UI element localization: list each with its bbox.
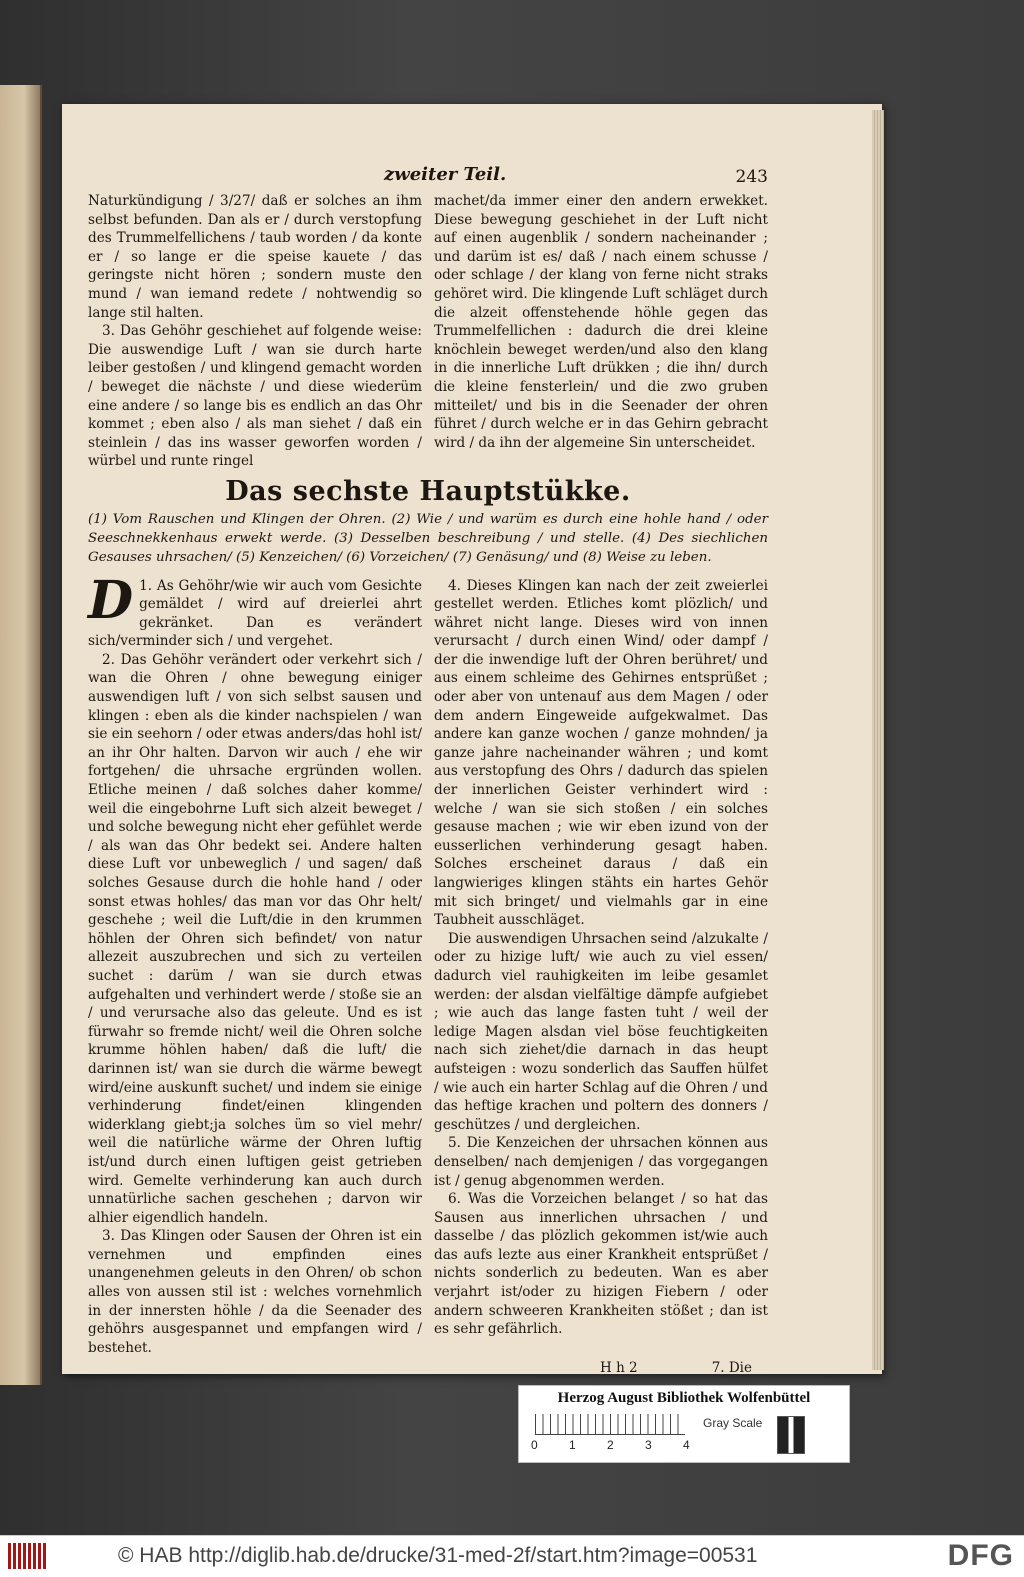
top-columns xyxy=(88,192,768,471)
hab-logo-icon xyxy=(8,1543,48,1569)
gray-scale-card xyxy=(518,1385,850,1463)
ruler-number: 4 xyxy=(683,1438,690,1452)
left-page-edge xyxy=(0,85,42,1385)
paragraph: 2. Das Gehöhr verändert oder verkehrt sich / wan die Ohren / ohne bewegung einiger auswendigen luft / von sich selbst sausen und klingen : eben als die kinder nachspielen / wan sie ein seehorn / oder etwas anders/das hohl ist/ an ihr Ohr halten. Darvon wir auch / ehe wir fortgehen/ die uhrsache ergründen wollen. Etliche meinen / daß solches daher komme/ weil die eingebohrne Luft sich alzeit beweget / und solche bewegung nicht eher gefühlet werde / als wan das Ohr bedekt sei. Andere halten diese Luft vor unbeweglich / und sagen/ daß solches Gesause durch die hohle hand / oder sonst etwas hohles/ das man vor das Ohr helt/ geschehe ; weil die Luft/die in den krummen höhlen der Ohren sich befindet/ von natur allezeit auszubrechen und sich zu verteilen suchet : darüm / wan sie durch etwas aufgehalten und verhindert werde / stoße sie an / und verursache also das geleute. Und es ist fürwahr so fremde nicht/ weil die Ohren solche krumme höhlen haben/ daß die luft/ die darinnen ist/ wan sie durch die wärme bewegt wird/eine auskunft suchet/ und indem sie einige verhinderung findet/einen klingenden widerklang giebt;ja solches üm so viel mehr/ weil die natürliche wärme der Ohren luftig ist/und durch einen luftigen geist getrieben wird. Gemelte verhinderung kan auch durch unnatürliche sachen geschehen ; darvon wir alhier eigendlich handeln. xyxy=(88,651,422,1226)
copyright-url[interactable]: © HAB http://diglib.hab.de/drucke/31-med-2f/start.htm?image=00531 xyxy=(118,1544,758,1567)
ruler-number: 3 xyxy=(645,1438,652,1452)
page-stack-edge xyxy=(872,110,884,1370)
paragraph: 4. Dieses Klingen kan nach der zeit zweierlei gestellet werden. Etliches komt plözlich/ und währet nicht lange. Dieses wird von innen verursacht / durch einen Wind/ oder dampf / der die inwendige luft der Ohren berühret/ und aus einem schleime des Gehirnes entsprüßet ; oder aber von untenauf aus dem Magen / oder dem andern Eingeweide aufgekwalmet. Das andere kan ganze wochen / ganze mohnden/ ja ganze jahre nacheinander währen ; und komt aus verstopfung des Ohrs / dadurch das spielen der innerlichen Geister verhindert wird : welche / wan sie sich stoßen / ein solches gesause machen ; wie wir eben izund von der eusserlichen verhinderung gesagt haben. Solches erscheinet daraus / daß ein langwieriges klingen stähts ein hartes Gehör mit sich bringet/ und vielmahls gar in eine Taubheit ausschläget. xyxy=(434,577,768,929)
gray-patch-icon xyxy=(777,1416,805,1454)
paragraph: machet/da immer einer den andern erwekket. Diese bewegung geschiehet in der Luft nicht auf einen augenblik / sondern nacheinander ; und darüm ist es/ daß / nach einem schusse / oder schlage / der klang von ferne nicht straks gehöret wird. Die klingende Luft schläget durch die alzeit offenstehende höhle gegen das Trummelfellichen : dadurch die drei kleine knöchlein beweget werden/und also den klang in die innerliche Luft drükken ; die ihn/ durch die kleine fensterlein/ und die zwo gruben mitteilet/ und bis in die Seenader der ohren führet / durch welche er in das Gehirn gebracht wird / da ihn der algemeine Sin unterscheidet. xyxy=(434,193,768,451)
top-left-column xyxy=(88,192,422,471)
footer-bar xyxy=(0,1535,1024,1577)
catchword: 7. Die xyxy=(711,1360,752,1377)
first-paragraph xyxy=(88,569,422,651)
page-number: 243 xyxy=(735,167,768,187)
signature-mark: H h 2 xyxy=(600,1360,638,1377)
page-text xyxy=(88,164,768,1377)
ruler-number: 2 xyxy=(607,1438,614,1452)
running-head xyxy=(88,166,768,192)
drop-cap: D xyxy=(88,569,134,631)
library-name: Herzog August Bibliothek Wolfenbüttel xyxy=(557,1390,811,1406)
body-right-column xyxy=(434,577,768,1358)
body-columns xyxy=(88,569,768,1358)
running-title: zweiter Teil. xyxy=(384,164,507,185)
lead-number: 1. xyxy=(139,577,153,594)
paragraph: 6. Was die Vorzeichen belanget / so hat das Sausen aus innerlichen uhrsachen / und dasselbe / das plözlich gekommen ist/wie auch das aufs lezte aus einer Krankheit entsprüßet / nichts sonderlich zu bedeuten. Wan es aber verjahrt ist/oder zu hizigen Fiebern / oder andern schweeren Krankheiten stößet ; dan ist es sehr gefährlich. xyxy=(434,1191,768,1338)
gray-scale-label: Gray Scale xyxy=(703,1416,763,1430)
chapter-summary: (1) Vom Rauschen und Klingen der Ohren. (2) Wie / und warüm es durch eine hohle hand / oder Seeschnekkenhaus erwekt werde. (3) Desselben beschreibung / und stelle. (4) Des siechlichen Gesauses uhrsachen/ (5) Kenzeichen/ (6) Vorzeichen/ (7) Genäsung/ und (8) Weise zu leben. xyxy=(88,511,768,565)
ruler-numbers xyxy=(531,1438,701,1454)
paragraph: 3. Das Klingen oder Sausen der Ohren ist ein vernehmen und empfinden eines unangenehmen geleuts in den Ohren/ ob schon alles von aussen stil ist : welches vornehmlich in der innersten höhle / da die Seenader des gehöhrs ausgespannet und empfangen wird / bestehet. xyxy=(88,1228,422,1356)
page-foot xyxy=(88,1359,768,1381)
paragraph: 5. Die Kenzeichen der uhrsachen können aus denselben/ nach demjenigen / das vorgegangen ist / genug abgenommen werden. xyxy=(434,1135,768,1189)
paragraph: 3. Das Gehöhr geschiehet auf folgende weise: Die auswendige Luft / wan sie durch harte leiber gestoßen / und klingend gemacht worden / beweget die nächste / und diese wiederüm eine andere / so lange bis es endlich an das Ohr kommet ; eben also / als man siehet / daß ein steinlein / das ins wasser geworfen worden / würbel und runte ringel xyxy=(88,323,422,470)
ruler-number: 0 xyxy=(531,1438,538,1452)
chapter-title: Das sechste Hauptstükke. xyxy=(225,475,631,507)
paragraph: Die auswendigen Uhrsachen seind /alzukalte / oder zu hizige luft/ wie auch zu viel essen/ dadurch viel rauhigkeiten im leibe gesamlet werden: der alsdan vielfältige dämpfe aufgiebet ; wie auch das lange fasten tuht / weil der ledige Magen alsdan viel böse feuchtigkeiten nach sich ziehet/die darnach in das heupt aufsteigen : wozu sonderlich das Sauffen hülfet / wie auch ein harter Schlag auf die Ohren / und das heftige krachen und poltern des donners / geschützes / und dergleichen. xyxy=(434,930,768,1133)
dfg-logo: DFG xyxy=(947,1539,1014,1572)
top-right-column xyxy=(434,192,768,471)
first-paragraph-text: As Gehöhr/wie wir auch vom Gesichte gemäldet / wird auf dreierlei ahrt gekränket. Dan es verändert sich/verminder sich / und vergehet. xyxy=(88,577,422,650)
ruler-icon xyxy=(535,1414,685,1435)
ruler-number: 1 xyxy=(569,1438,576,1452)
paragraph: Naturkündigung / 3/27/ daß er solches an ihm selbst befunden. Dan als er / durch verstopfung des Trummelfellichens / taub worden / da konte er / so lange er die speise kauete / das geringste nicht hören ; sondern muste den mund / wan iemand redete / nohtwendig so lange stil halten. xyxy=(88,193,422,321)
body-left-column xyxy=(88,569,422,1358)
